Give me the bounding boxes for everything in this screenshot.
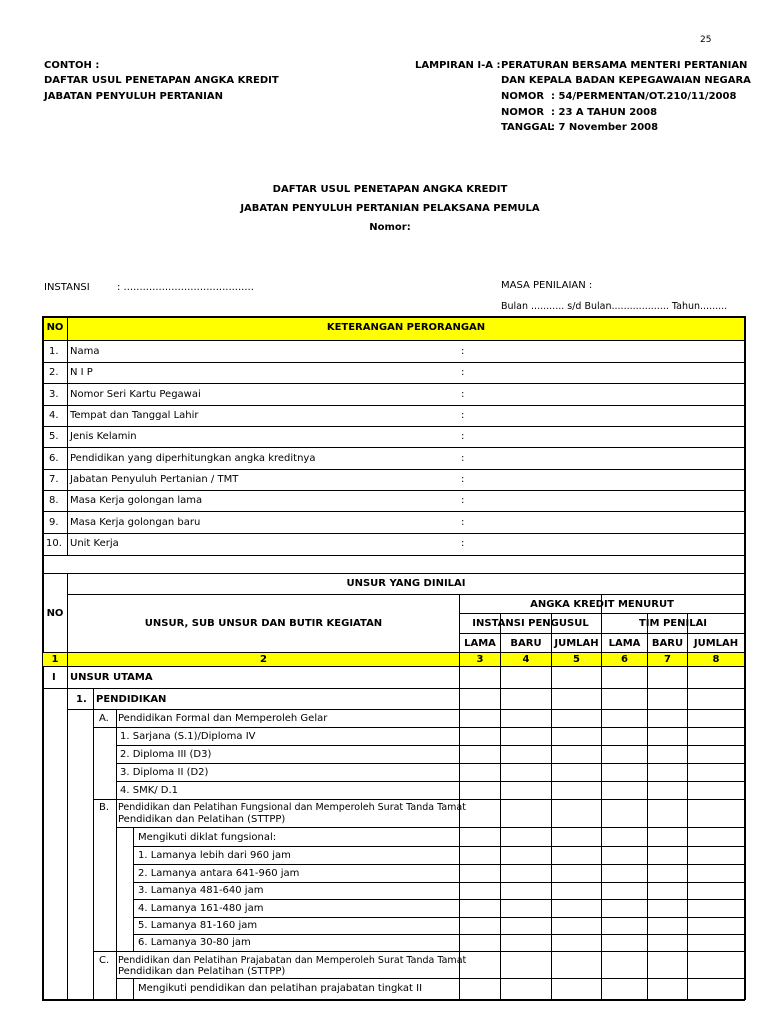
sub-b-label-line2: Pendidikan dan Pelatihan (STTPP) <box>118 814 286 825</box>
masa-penilaian-label: MASA PENILAIAN : <box>501 280 593 291</box>
lama-header: LAMA <box>608 638 641 649</box>
doc-nomor: Nomor: <box>369 222 411 233</box>
sub-a-no: A. <box>99 713 109 724</box>
sub-c-label-line2: Pendidikan dan Pelatihan (STTPP) <box>118 966 286 977</box>
sub-b-item: 5. Lamanya 81-160 jam <box>138 920 258 931</box>
row-colon: : <box>461 453 465 464</box>
row-label: Nomor Seri Kartu Pegawai <box>70 389 201 400</box>
lampiran-label: LAMPIRAN I-A : <box>415 60 501 71</box>
unsur-no-header: NO <box>46 608 64 619</box>
masa-penilaian-value: Bulan ........... s/d Bulan................... Tahun......... <box>501 301 728 312</box>
unsur-col-header: UNSUR, SUB UNSUR DAN BUTIR KEGIATAN <box>144 618 383 629</box>
col-number: 1 <box>51 654 59 665</box>
row-label: Masa Kerja golongan baru <box>70 517 201 528</box>
sub-a-item: 4. SMK/ D.1 <box>120 785 179 796</box>
unsur-title: UNSUR YANG DINILAI <box>346 578 466 589</box>
instansi-pengusul-header: INSTANSI PENGUSUL <box>472 618 589 629</box>
header-left-subtitle: JABATAN PENYULUH PERTANIAN <box>44 91 223 102</box>
instansi-label: INSTANSI <box>44 282 90 293</box>
keterangan-title: KETERANGAN PERORANGAN <box>326 322 486 333</box>
col-number: 7 <box>664 654 671 665</box>
row-colon: : <box>461 389 465 400</box>
sub-b-item: 6. Lamanya 30-80 jam <box>138 937 251 948</box>
row-no: 10. <box>46 538 62 549</box>
sub-a-item: 3. Diploma II (D2) <box>120 767 209 778</box>
row-label: Pendidikan yang diperhitungkan angka kreditnya <box>70 453 316 464</box>
jumlah-header: JUMLAH <box>554 638 599 649</box>
nomor1-label: NOMOR <box>501 91 545 102</box>
angka-kredit-header: ANGKA KREDIT MENURUT <box>530 599 674 610</box>
col-number: 3 <box>476 654 484 665</box>
row-no: 1. <box>49 346 59 357</box>
unsur-i-no: I <box>52 672 56 683</box>
tanggal-label: TANGGAL <box>501 122 554 133</box>
row-label: Unit Kerja <box>70 538 119 549</box>
nomor2-value: : 23 A TAHUN 2008 <box>551 107 658 118</box>
sub-c-intro: Mengikuti pendidikan dan pelatihan prajabatan tingkat II <box>138 983 423 994</box>
sub-b-label-line1: Pendidikan dan Pelatihan Fungsional dan Memperoleh Surat Tanda Tamat <box>118 802 466 813</box>
nomor1-value: : 54/PERMENTAN/OT.210/11/2008 <box>551 91 737 102</box>
sub-b-item: 2. Lamanya antara 641-960 jam <box>138 868 300 879</box>
col-number: 8 <box>712 654 720 665</box>
col-number: 6 <box>621 654 628 665</box>
keterangan-no-header: NO <box>46 322 64 333</box>
sub-a-item: 1. Sarjana (S.1)/Diploma IV <box>120 731 256 742</box>
row-label: Masa Kerja golongan lama <box>70 495 203 506</box>
row-label: Tempat dan Tanggal Lahir <box>70 410 199 421</box>
doc-subtitle: JABATAN PENYULUH PERTANIAN PELAKSANA PEMULA <box>240 203 540 214</box>
row-label: Nama <box>70 346 100 357</box>
row-no: 7. <box>49 474 59 485</box>
baru-header: BARU <box>651 638 684 649</box>
sub-b-item: 4. Lamanya 161-480 jam <box>138 903 264 914</box>
row-colon: : <box>461 346 465 357</box>
row-no: 5. <box>49 431 59 442</box>
sub-a-item: 2. Diploma III (D3) <box>120 749 212 760</box>
row-no: 2. <box>49 367 59 378</box>
row-no: 4. <box>49 410 59 421</box>
col-number: 5 <box>573 654 580 665</box>
row-no: 3. <box>49 389 59 400</box>
sub-b-item: 1. Lamanya lebih dari 960 jam <box>138 850 291 861</box>
col-number: 2 <box>260 654 267 665</box>
row-colon: : <box>461 474 465 485</box>
unsur-i-label: UNSUR UTAMA <box>70 672 153 683</box>
row-colon: : <box>461 495 465 506</box>
lampiran-line2: DAN KEPALA BADAN KEPEGAWAIAN NEGARA <box>501 75 751 86</box>
row-no: 8. <box>49 495 59 506</box>
row-colon: : <box>461 538 465 549</box>
header-left-title: DAFTAR USUL PENETAPAN ANGKA KREDIT <box>44 75 279 86</box>
row-label: Jenis Kelamin <box>70 431 137 442</box>
nomor2-label: NOMOR <box>501 107 545 118</box>
col-number: 4 <box>522 654 530 665</box>
jumlah-header: JUMLAH <box>693 638 739 649</box>
sub-b-item: 3. Lamanya 481-640 jam <box>138 885 264 896</box>
row-colon: : <box>461 367 465 378</box>
lama-header: LAMA <box>464 638 496 649</box>
sub-a-label: Pendidikan Formal dan Memperoleh Gelar <box>118 713 328 724</box>
page-number: 25 <box>700 35 712 45</box>
pendidikan-label: PENDIDIKAN <box>96 694 167 705</box>
instansi-value: : ......................................... <box>117 282 254 293</box>
row-colon: : <box>461 410 465 421</box>
lampiran-line1: PERATURAN BERSAMA MENTERI PERTANIAN <box>501 60 748 71</box>
row-label: Jabatan Penyuluh Pertanian / TMT <box>70 474 239 485</box>
sub-c-label-line1: Pendidikan dan Pelatihan Prajabatan dan Memperoleh Surat Tanda Tamat <box>118 955 467 966</box>
sub-c-no: C. <box>99 955 110 966</box>
tanggal-value: : 7 November 2008 <box>551 122 659 133</box>
baru-header: BARU <box>510 638 542 649</box>
doc-title: DAFTAR USUL PENETAPAN ANGKA KREDIT <box>272 184 508 195</box>
row-colon: : <box>461 517 465 528</box>
header-contoh: CONTOH : <box>44 60 100 71</box>
tim-penilai-header: TIM PENILAI <box>638 618 708 629</box>
pendidikan-no: 1. <box>76 694 87 705</box>
sub-b-no: B. <box>99 802 110 813</box>
row-no: 9. <box>49 517 59 528</box>
row-colon: : <box>461 431 465 442</box>
row-label: N I P <box>70 367 93 378</box>
sub-b-intro: Mengikuti diklat fungsional: <box>138 832 277 843</box>
row-no: 6. <box>49 453 59 464</box>
